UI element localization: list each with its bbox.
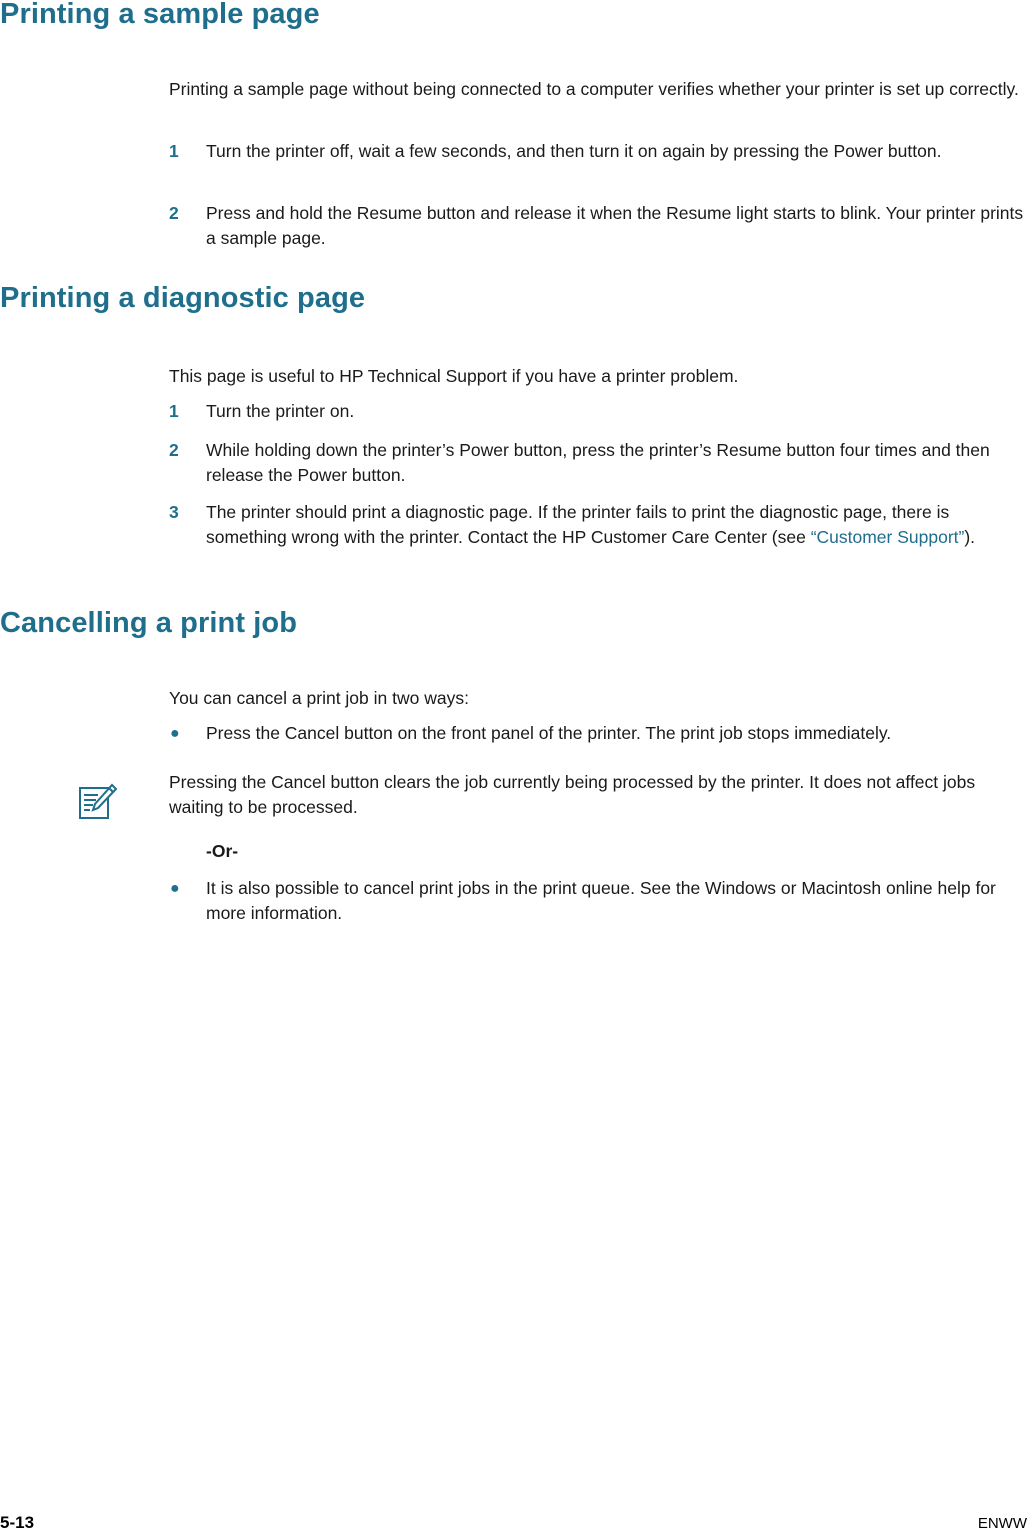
sample-step-2: [169, 201, 1027, 251]
step-number: 3: [169, 502, 179, 522]
bullet-text: Press the Cancel button on the front panel of the printer. The print job stops immediately.: [206, 723, 892, 743]
step-number: 1: [169, 141, 179, 161]
heading-cancelling-print-job: Cancelling a print job: [0, 607, 298, 639]
bullet-icon: ●: [170, 725, 180, 742]
heading-printing-diagnostic-page: Printing a diagnostic page: [0, 282, 366, 314]
step-text: Press and hold the Resume button and release it when the Resume light starts to blink. Your printer prints a sample page.: [206, 203, 1024, 248]
step-text: While holding down the printer’s Power button, press the printer’s Resume button four times and then release the Power button.: [206, 440, 990, 485]
doc-code: ENWW: [977, 1515, 1027, 1532]
page-number: 5-13: [0, 1513, 35, 1532]
customer-support-link[interactable]: “Customer Support”: [810, 527, 965, 547]
step-number: 2: [169, 203, 179, 223]
heading-printing-sample-page: Printing a sample page: [0, 0, 320, 30]
cancel-bullet-1: [169, 721, 1027, 746]
note-text: Pressing the Cancel button clears the job currently being processed by the printer. It does not affect jobs waiting to be processed.: [169, 772, 976, 817]
diagnostic-step-1: [169, 399, 1027, 424]
sample-page-intro: Printing a sample page without being connected to a computer verifies whether your printer is set up correctly.: [169, 79, 1019, 99]
diagnostic-intro: This page is useful to HP Technical Support if you have a printer problem.: [169, 366, 739, 386]
step-text-wrapper: [206, 500, 1027, 550]
bullet-icon: ●: [170, 880, 180, 897]
bullet-text: It is also possible to cancel print jobs in the print queue. See the Windows or Macintosh online help for more information.: [206, 878, 996, 923]
step-text: Turn the printer off, wait a few seconds, and then turn it on again by pressing the Power button.: [206, 141, 942, 161]
note-pencil-icon: [78, 782, 118, 822]
step-number: 2: [169, 440, 179, 460]
step-text: The printer should print a diagnostic page. If the printer fails to print the diagnostic page, there is something wrong with the printer. Contact the HP Customer Care Center (see: [206, 502, 950, 547]
diagnostic-step-3: [169, 500, 1027, 550]
or-separator: -Or-: [206, 841, 239, 861]
step-text: Turn the printer on.: [206, 401, 355, 421]
step-number: 1: [169, 401, 179, 421]
diagnostic-step-2: [169, 438, 1027, 488]
step-text-after: ).: [964, 527, 976, 547]
cancel-bullet-2: [169, 876, 1027, 926]
sample-step-1: [169, 139, 1027, 164]
cancel-intro: You can cancel a print job in two ways:: [169, 688, 469, 708]
